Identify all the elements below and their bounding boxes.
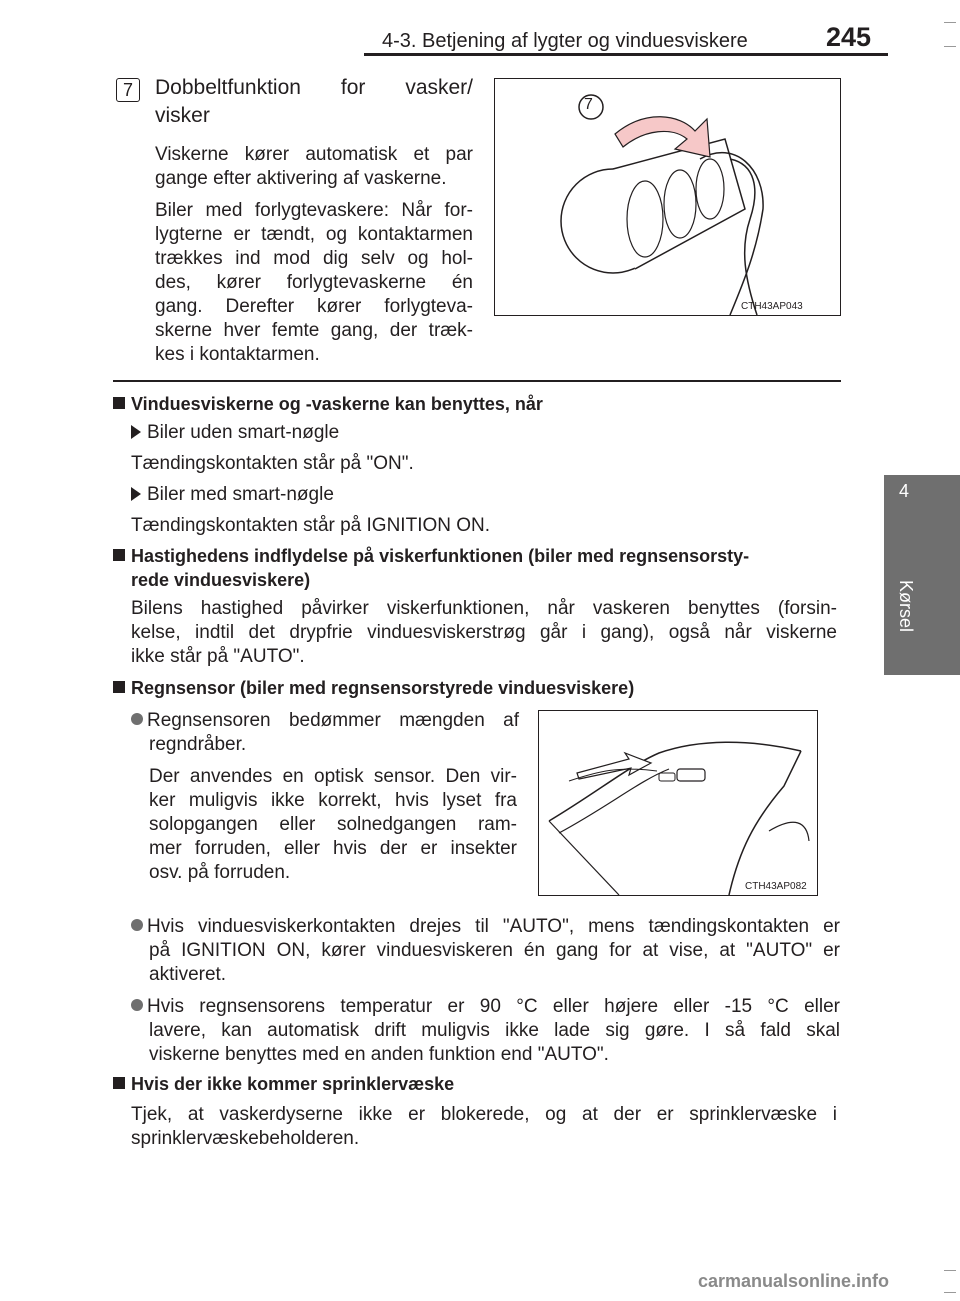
- round-bullet-icon: [131, 713, 143, 725]
- crop-mark: [944, 1292, 956, 1293]
- bullet-item: viskerne benyttes med en anden funktion end "AUTO".: [149, 1044, 609, 1065]
- body-text: Biler med forlygtevaskere: Når for-: [155, 200, 473, 221]
- body-text: Der anvendes en optisk sensor. Den vir-: [149, 766, 517, 787]
- triangle-bullet-icon: [131, 425, 141, 439]
- section-title: Dobbeltfunktion for vasker/: [155, 76, 473, 99]
- figure-callout: 7: [584, 96, 593, 113]
- chapter-tab-number: 4: [898, 481, 909, 501]
- watermark: carmanualsonline.info: [698, 1271, 890, 1291]
- body-text: des, kører forlygtevaskerne én: [155, 272, 473, 293]
- body-text: skerne hver femte gang, der træk-: [155, 320, 473, 341]
- chapter-title: 4-3. Betjening af lygter og vinduesviskere: [382, 30, 748, 52]
- body-text: trækkes ind mod dig selv og hol-: [155, 248, 473, 269]
- figure-code: CTH43AP043: [741, 301, 803, 312]
- bullet-item: regndråber.: [149, 734, 247, 755]
- wiper-lever-illustration: [494, 78, 841, 316]
- lever-drawing: [495, 79, 840, 315]
- rain-sensor-illustration: [538, 710, 818, 896]
- body-text: solopgangen eller solnedgangen ram-: [149, 814, 517, 835]
- body-text: gange efter aktivering af vaskerne.: [155, 168, 447, 189]
- square-bullet-icon: [113, 1077, 125, 1089]
- body-text: Tjek, at vaskerdyserne ikke er blokerede, og at der er sprinklervæske i: [131, 1104, 837, 1125]
- body-text: gang. Derefter kører forlygteva-: [155, 296, 473, 317]
- section-title: visker: [155, 104, 210, 127]
- list-item: Biler uden smart-nøgle: [131, 420, 339, 445]
- body-text: kelse, indtil det drypfrie vinduesviskerstrøg går i gang), også når viskerne: [131, 622, 837, 643]
- subsection-heading: Hvis der ikke kommer sprinklervæske: [113, 1072, 454, 1097]
- body-text: osv. på forruden.: [149, 862, 291, 883]
- body-text: mer forruden, eller hvis der er insekter: [149, 838, 517, 859]
- bullet-item: lavere, kan automatisk drift muligvis ikke lade sig gøre. I så fald skal: [149, 1020, 840, 1041]
- header-rule: [364, 53, 888, 56]
- bullet-item: Regnsensoren bedømmer mængden af: [131, 708, 519, 733]
- subsection-heading: Regnsensor (biler med regnsensorstyrede vinduesviskere): [113, 676, 634, 701]
- body-text: sprinklervæskebeholderen.: [131, 1128, 360, 1149]
- subsection-heading: Hastighedens indflydelse på viskerfunktionen (biler med regnsensorsty-: [113, 544, 843, 569]
- triangle-bullet-icon: [131, 487, 141, 501]
- chapter-side-tab[interactable]: [884, 475, 960, 675]
- square-bullet-icon: [113, 397, 125, 409]
- bullet-item: Hvis vinduesviskerkontakten drejes til "AUTO", mens tændingskontakten er: [131, 914, 840, 939]
- body-text: Tændingskontakten står på IGNITION ON.: [131, 515, 491, 536]
- round-bullet-icon: [131, 999, 143, 1011]
- bullet-item: Hvis regnsensorens temperatur er 90 °C eller højere eller -15 °C eller: [131, 994, 840, 1019]
- crop-mark: [944, 22, 956, 23]
- subsection-heading: rede vinduesviskere): [131, 570, 311, 590]
- body-text: ker muligvis ikke korrekt, hvis lyset fra: [149, 790, 517, 811]
- subsection-heading: Vinduesviskerne og -vaskerne kan benyttes, når: [113, 392, 543, 417]
- square-bullet-icon: [113, 681, 125, 693]
- body-text: Viskerne kører automatisk et par: [155, 144, 473, 165]
- body-text: lygterne er tændt, og kontaktarmen: [155, 224, 473, 245]
- crop-mark: [944, 46, 956, 47]
- body-text: kes i kontaktarmen.: [155, 344, 320, 365]
- round-bullet-icon: [131, 919, 143, 931]
- bullet-item: på IGNITION ON, kører vinduesviskeren én gang for at vise, at "AUTO" er: [149, 940, 840, 961]
- body-text: Bilens hastighed påvirker viskerfunktionen, når vaskeren benyttes (forsin-: [131, 598, 837, 619]
- section-divider: [113, 380, 841, 382]
- figure-code: CTH43AP082: [745, 881, 807, 892]
- crop-mark: [944, 1270, 956, 1271]
- body-text: ikke står på "AUTO".: [131, 646, 305, 667]
- page-number: 245: [826, 22, 872, 52]
- bullet-item: aktiveret.: [149, 964, 227, 985]
- windshield-drawing: [539, 711, 817, 895]
- body-text: Tændingskontakten står på "ON".: [131, 453, 414, 474]
- square-bullet-icon: [113, 549, 125, 561]
- chapter-tab-label: Kørsel: [896, 580, 916, 633]
- item-number-badge: 7: [116, 78, 140, 102]
- list-item: Biler med smart-nøgle: [131, 482, 334, 507]
